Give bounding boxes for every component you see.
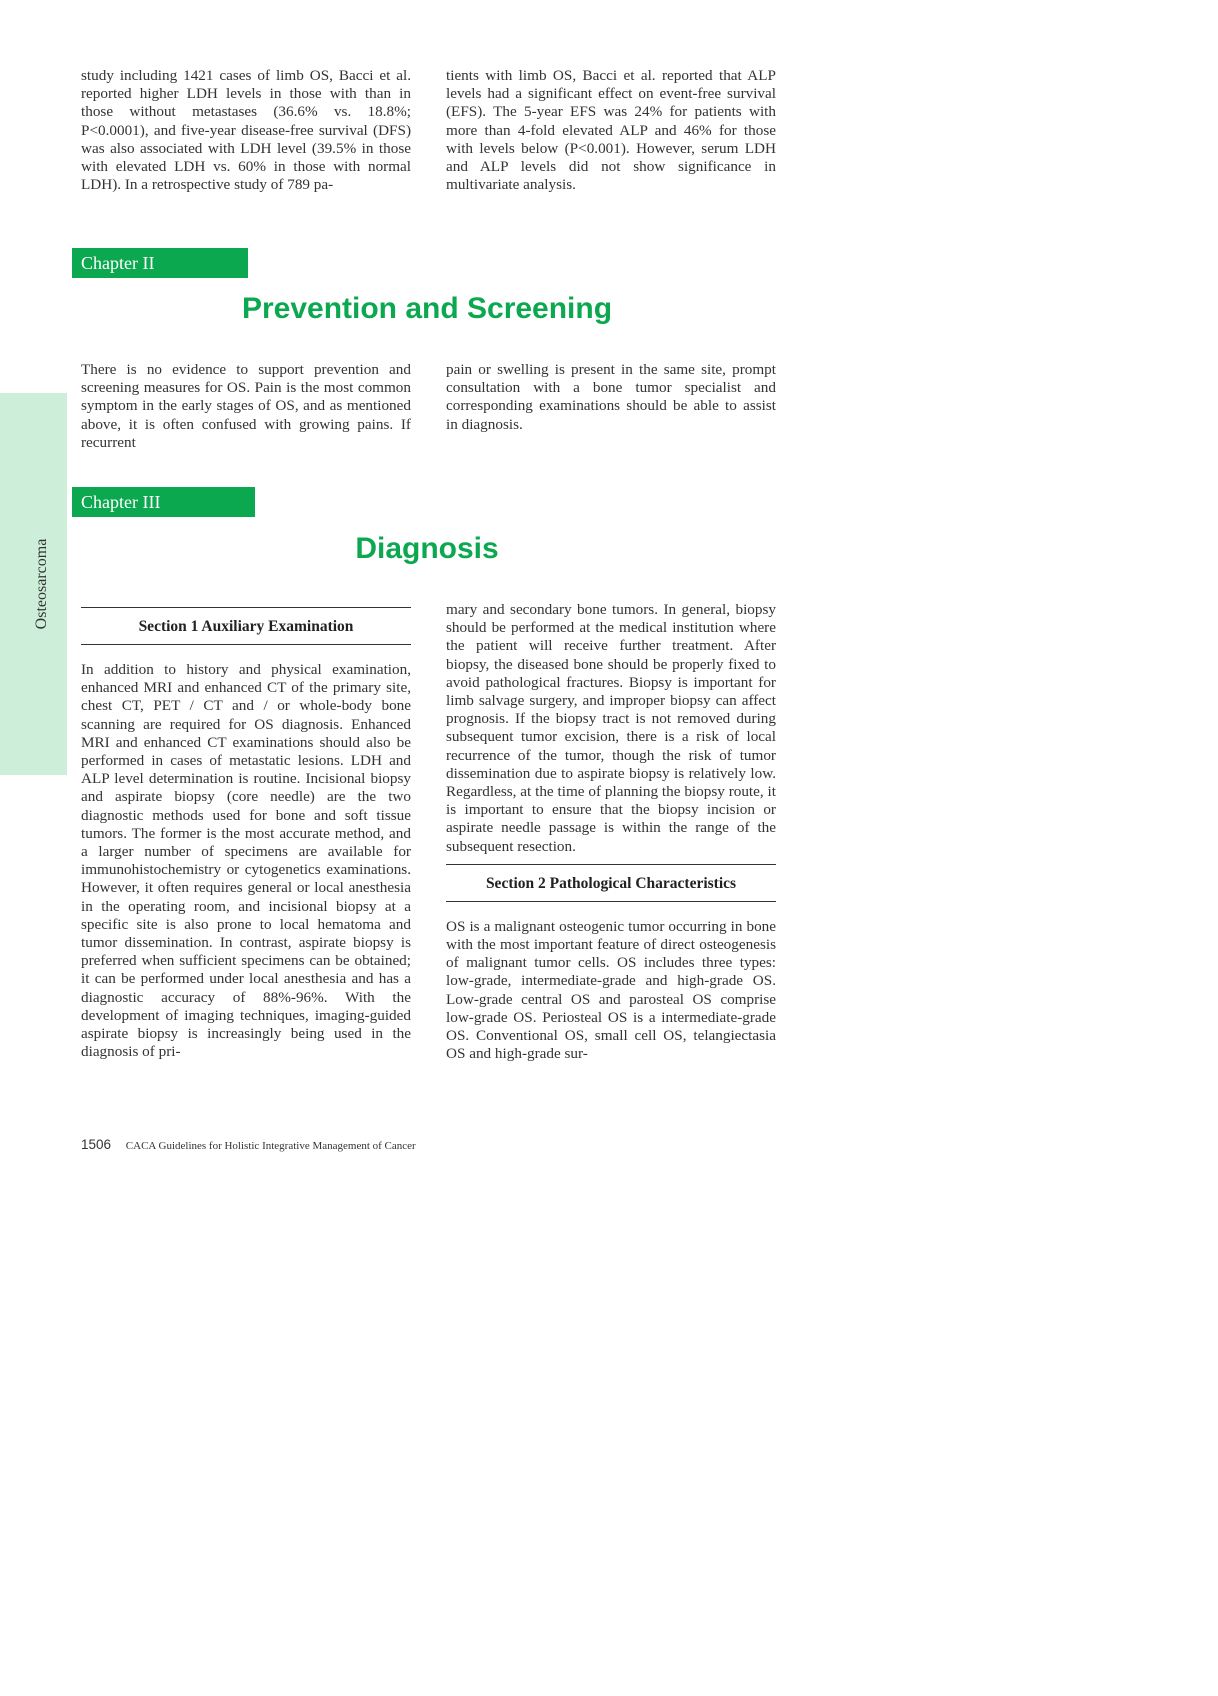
page-footer (81, 1137, 416, 1152)
side-tab-label: Osteosarcoma (33, 538, 50, 630)
intro-right-column (446, 67, 776, 194)
section-1-continued-paragraph: mary and secondary bone tumors. In general, biopsy should be performed at the medical institution where the patient will receive further treatment. After biopsy, the diseased bone should be properly fixed to avoid pathological fractures. Biopsy is important for limb salvage surgery, and improper biopsy can affect prognosis. If the biopsy tract is not removed during subsequent tumor excision, there is a risk of local recurrence of the tumor, though the risk of tumor dissemination due to aspirate biopsy is relatively low. Regardless, at the time of planning the biopsy route, it is important to ensure that the biopsy incision or aspirate needle passage is within the range of the subsequent resection. (446, 601, 776, 855)
chapter-3-right-column (446, 601, 776, 1063)
section-2-paragraph: OS is a malignant osteogenic tumor occurring in bone with the most important feature of direct osteogenesis of malignant tumor cells. OS includes three types: low-grade, intermediate-grade and high-grade OS. Low-grade central OS and parosteal OS comprise low-grade OS. Periosteal OS is a intermediate-grade OS. Conventional OS, small cell OS, telangiectasia OS and high-grade sur- (446, 917, 776, 1063)
chapter-2-left-column (81, 361, 411, 452)
intro-left-column (81, 67, 411, 194)
chapter-2-title: Prevention and Screening (241, 292, 613, 325)
chapter-3-label: Chapter III (72, 487, 255, 517)
intro-right-paragraph: tients with limb OS, Bacci et al. reported that ALP levels had a significant effect on event-free survival (EFS). The 5-year EFS was 24% for patients with more than 4-fold elevated ALP and 46% for those with levels below (P<0.001). However, serum LDH and ALP levels did not show significance in multivariate analysis. (446, 67, 776, 194)
chapter-2-right-column (446, 361, 776, 434)
intro-left-paragraph: study including 1421 cases of limb OS, Bacci et al. reported higher LDH levels in those with than in those without metastases (36.6% vs. 18.8%; P<0.0001), and five-year disease-free survival (DFS) was also associated with LDH level (39.5% in those with elevated LDH vs. 60% in those with normal LDH). In a retrospective study of 789 pa- (81, 67, 411, 194)
chapter-2-label: Chapter II (72, 248, 248, 278)
page-number: 1506 (81, 1137, 112, 1152)
section-1-heading: Section 1 Auxiliary Examination (81, 607, 411, 645)
chapter-3-left-column (81, 607, 411, 1061)
section-1-paragraph: In addition to history and physical examination, enhanced MRI and enhanced CT of the primary site, chest CT, PET / CT and / or whole-body bone scanning are required for OS diagnosis. Enhanced MRI and enhanced CT examinations should also be performed in cases of metastatic lesions. LDH and ALP level determination is routine. Incisional biopsy and aspirate biopsy (core needle) are the two diagnostic methods used for bone and soft tissue tumors. The former is the most accurate method, and a larger number of specimens are available for immunohistochemistry or cytogenetics examinations. However, it often requires general or local anesthesia in the operating room, and incisional biopsy at a specific site is also prone to local hematoma and tumor dissemination. In contrast, aspirate biopsy is preferred when sufficient specimens can be obtained; it can be performed under local anesthesia and has a diagnostic accuracy of 88%-96%. With the development of imaging techniques, imaging-guided aspirate biopsy is increasingly being used in the diagnosis of pri- (81, 661, 411, 1061)
section-2-heading: Section 2 Pathological Characteristics (446, 864, 776, 902)
chapter-2-left-paragraph: There is no evidence to support prevention and screening measures for OS. Pain is the most common symptom in the early stages of OS, and as mentioned above, it is often confused with growing pains. If recurrent (81, 361, 411, 451)
chapter-2-right-paragraph: pain or swelling is present in the same site, prompt consultation with a bone tumor specialist and corresponding examinations should be able to assist in diagnosis. (446, 361, 776, 433)
footer-title: CACA Guidelines for Holistic Integrative Management of Cancer (125, 1140, 416, 1152)
chapter-3-title: Diagnosis (355, 532, 499, 565)
